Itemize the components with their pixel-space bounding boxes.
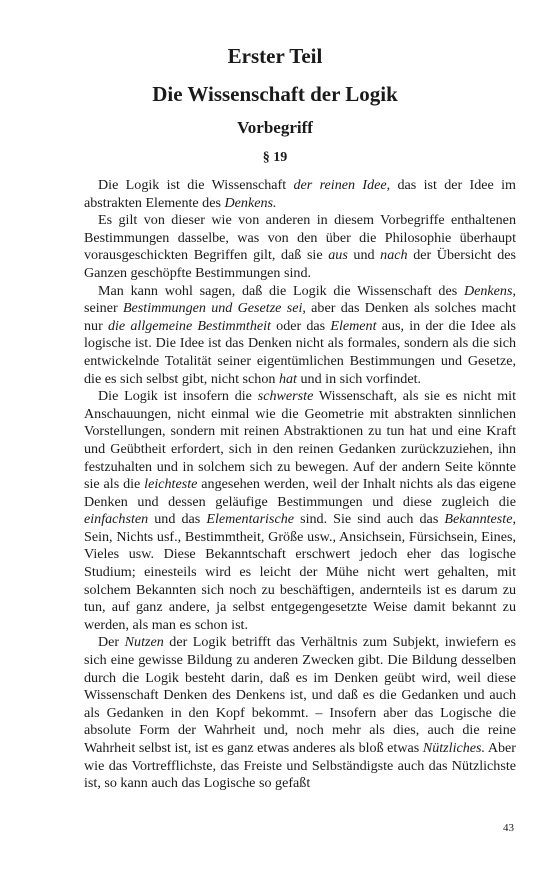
- text-run: und in sich vorfindet.: [296, 370, 422, 387]
- text-run: , aber das Denken als solches macht nur: [84, 300, 516, 334]
- part-title: Erster Teil: [227, 44, 323, 68]
- emphasis-text: Bestimmungen und Gesetze sei: [122, 300, 303, 317]
- paragraph: [84, 388, 516, 634]
- paragraph: [84, 634, 516, 792]
- text-run: , das ist der Idee im abstrakten Elemente des: [84, 177, 516, 211]
- main-title: Die Wissenschaft der Logik: [152, 82, 398, 106]
- body-text: [84, 177, 516, 793]
- sub-title: Vorbegriff: [237, 118, 313, 137]
- text-run: aus, in der die Idee als logische ist. Die Idee ist das Denken nicht als formales, sondern als die sich entwickelnde Totalität seiner eigentümlichen Bestimmungen und Gesetze, die es sich selbst gibt, nicht schon: [84, 317, 516, 387]
- text-run: Es gilt von dieser wie von anderen in diesem Vorbegriffe enthaltenen Bestimmungen dasselbe, was von den über die Philosophie überhaupt vorausgeschickten Begriffen gilt, daß sie: [84, 212, 516, 264]
- text-run: und: [347, 247, 381, 264]
- text-run: angesehen werden, weil der Inhalt nichts als das eigene Denken und dessen geläufige Bestimmungen und diese zugleich die: [84, 476, 516, 510]
- text-run: , seiner: [84, 282, 516, 317]
- text-run: der Logik betrifft das Verhältnis zum Subjekt, inwiefern es sich eine gewisse Bildung zu anderen Zwecken gibt. Die Bildung desselben durch die Logik besteht darin, daß es im Denken geübt wird, weil diese Wissenschaft Denken des Denkens ist, und daß es die Gedanken und auch als Gedanken in den Kopf bekommt. – Insofern aber das Logische die absolute Form der Wahrheit und, noch mehr als dies, auch die reine Wahrheit selbst ist, ist es ganz etwas anderes als bloß etwas: [84, 634, 516, 756]
- emphasis-text: Elementarische: [206, 511, 295, 528]
- text-run: sind. Sie sind auch das: [294, 511, 445, 528]
- page-number: 43: [503, 822, 514, 834]
- emphasis-text: Nutzen: [124, 634, 164, 651]
- text-run: Man kann wohl sagen, daß die Logik die Wissenschaft des: [98, 282, 464, 299]
- emphasis-text: Denkens: [463, 282, 513, 299]
- text-run: Der: [98, 634, 125, 651]
- emphasis-text: die allgemeine Bestimmtheit: [107, 317, 271, 334]
- emphasis-text: schwerste: [257, 388, 314, 405]
- emphasis-text: der reinen Idee: [293, 177, 387, 193]
- paragraph: [84, 212, 516, 282]
- text-run: und das: [148, 511, 207, 528]
- text-run: Die Logik ist die Wissenschaft: [98, 177, 294, 193]
- emphasis-text: Element: [330, 317, 377, 334]
- text-run: der Übersicht des Ganzen geschöpfte Bestimmungen sind.: [84, 247, 516, 281]
- paragraph: [84, 283, 516, 389]
- emphasis-text: aus: [328, 247, 348, 264]
- emphasis-text: Bekannteste: [444, 511, 513, 528]
- emphasis-text: hat: [278, 370, 297, 387]
- text-run: oder das: [270, 317, 331, 334]
- emphasis-text: Nützliches.: [422, 740, 486, 756]
- text-run: Aber wie das Vortrefflichste, das Freiste und Selbständigste auch das Nützlichste ist, so kann auch das Logische so gefaßt: [84, 740, 517, 792]
- emphasis-text: einfachsten: [84, 511, 149, 528]
- text-run: Die Logik ist insofern die: [98, 388, 258, 405]
- paragraph: [84, 177, 516, 212]
- emphasis-text: leichteste: [144, 476, 198, 493]
- emphasis-text: Denkens.: [224, 194, 277, 211]
- text-run: , Sein, Nichts usf., Bestimmtheit, Größe usw., Ansichsein, Fürsichsein, Eines, Vieles usw. Diese Bekanntschaft erschwert jedoch eher das logische Studium; einesteils wird es leicht der Mühe nicht wert gehalten, mit solchem Bekannten sich noch zu beschäftigen, andernteils ist es darum zu tun, auf ganz andere, ja selbst entgegengesetzte Weise damit bekannt zu werden, als man es schon ist.: [84, 511, 516, 633]
- emphasis-text: nach: [380, 247, 408, 264]
- section-number: § 19: [262, 150, 288, 165]
- text-run: Wissenschaft, als sie es nicht mit Anschauungen, nicht einmal wie die Geometrie mit abstrakten sinnlichen Vorstellungen, sondern mit reinen Abstraktionen zu tun hat und eine Kraft und Geübtheit erfordert, sich in den reinen Gedanken zurückzuziehen, ihn festzuhalten und in solchem sich zu bewegen. Auf der andern Seite könnte sie als die: [84, 388, 516, 493]
